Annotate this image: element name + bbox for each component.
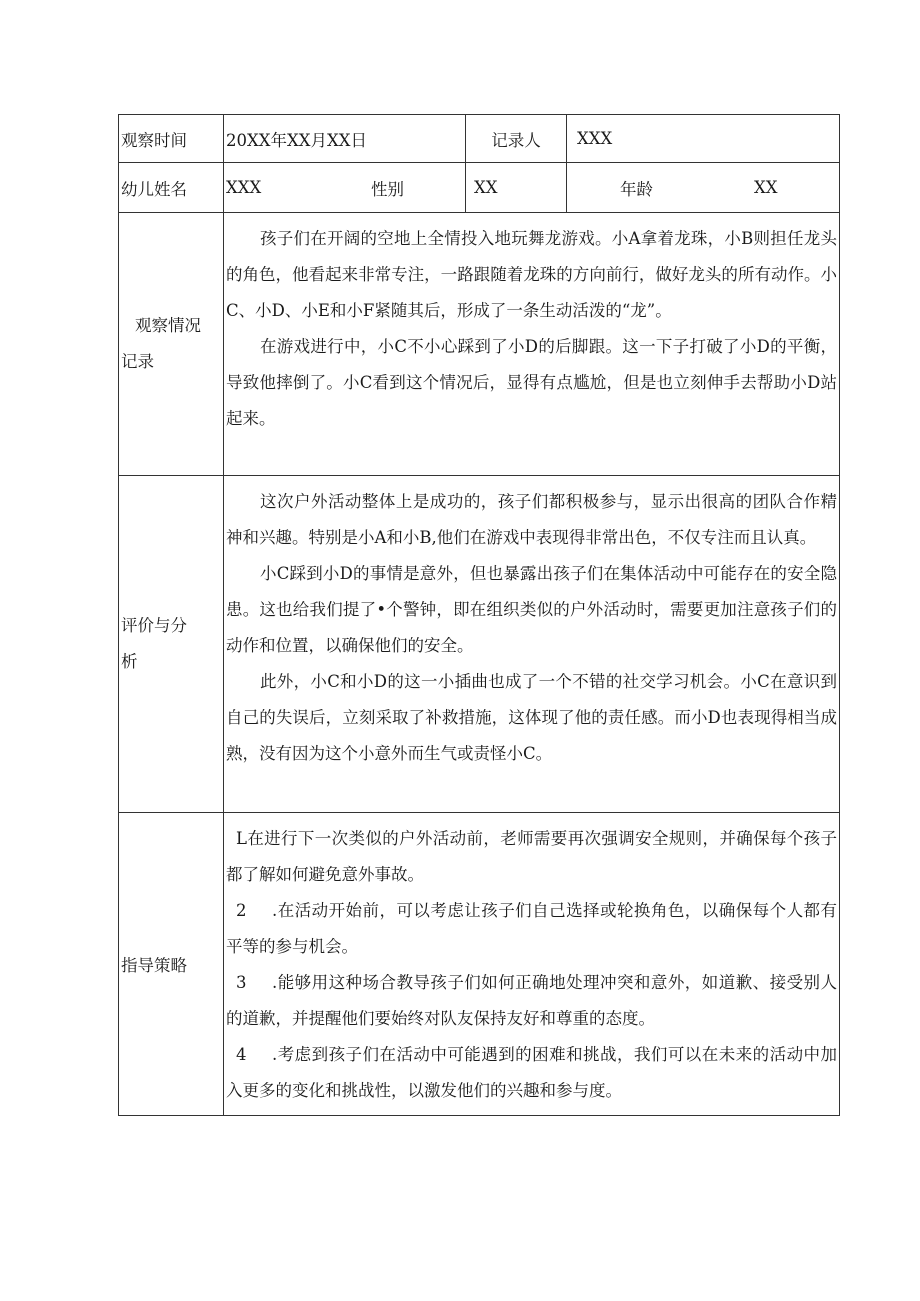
- strategy-item-number: 3: [236, 973, 247, 992]
- strategy-item-text: 在进行下一次类似的户外活动前，老师需要再次强调安全规则，并确保每个孩子都了解如何避免意外事故。: [226, 829, 838, 884]
- time-label-cell: [119, 115, 224, 163]
- recorder-label-cell: [466, 115, 567, 163]
- recorder-value-cell: [567, 115, 840, 163]
- observation-paragraph: 在游戏进行中，小C不小心踩到了小D的后脚跟。这一下子打破了小D的平衡，导致他摔倒了。小C看到这个情况后，显得有点尴尬，但是也立刻伸手去帮助小D站起来。: [226, 337, 838, 428]
- analysis-label-line2: 析: [121, 652, 138, 671]
- strategy-item: [226, 821, 837, 893]
- observation-label-cell: [119, 213, 224, 476]
- name-label: 幼儿姓名: [121, 179, 187, 199]
- recorder-label: 记录人: [491, 130, 541, 150]
- observation-label-line1: 观察情况: [135, 316, 201, 335]
- observation-paragraph: 孩子们在开阔的空地上全情投入地玩舞龙游戏。小A拿着龙珠，小B则担任龙头的角色，他看起来非常专注，一路跟随着龙珠的方向前行，做好龙头的所有动作。小C、小D、小E和小F紧随其后，形成了一条生动活泼的“龙”。: [226, 229, 838, 320]
- time-label: 观察时间: [121, 130, 187, 150]
- observation-record-table: [118, 114, 840, 1116]
- analysis-paragraph: 小C踩到小D的事情是意外，但也暴露出孩子们在集体活动中可能存在的安全隐患。这也给我们提了•个警钟，即在组织类似的户外活动时，需要更加注意孩子们的动作和位置，以确保他们的安全。: [226, 564, 838, 655]
- strategy-content: [224, 813, 840, 1116]
- strategy-item: [226, 965, 837, 1037]
- strategy-item-number: L: [236, 829, 247, 848]
- name-label-cell: [119, 163, 224, 213]
- analysis-paragraph: 此外，小C和小D的这一小插曲也成了一个不错的社交学习机会。小C在意识到自己的失误后，立刻采取了补救措施，这体现了他的责任感。而小D也表现得相当成熟，没有因为这个小意外而生气或责怪小C。: [226, 672, 838, 763]
- strategy-label-cell: [119, 813, 224, 1116]
- gender-value-cell: [466, 163, 567, 213]
- analysis-paragraph: 这次户外活动整体上是成功的，孩子们都积极参与，显示出很高的团队合作精神和兴趣。特别是小A和小B,他们在游戏中表现得非常出色，不仅专注而且认真。: [226, 492, 838, 547]
- observation-content: [224, 213, 840, 476]
- strategy-item: [226, 1037, 837, 1109]
- strategy-label: 指导策略: [121, 956, 187, 975]
- recorder-value: XXX: [577, 129, 613, 148]
- strategy-item-number: 2: [236, 901, 247, 920]
- gender-value: XX: [474, 178, 498, 197]
- age-label: 年龄: [620, 179, 654, 199]
- analysis-row: [119, 476, 840, 813]
- analysis-label-line1: 评价与分: [121, 616, 187, 635]
- time-value: 20XX年XX月XX日: [226, 130, 367, 150]
- name-value: XXX: [226, 178, 262, 197]
- strategy-item: [226, 893, 837, 965]
- analysis-content: [224, 476, 840, 813]
- time-value-cell: [224, 115, 466, 163]
- strategy-item-number: 4: [236, 1045, 247, 1064]
- age-cell: [567, 163, 840, 213]
- child-info-row: [119, 163, 840, 213]
- strategy-item-text: .考虑到孩子们在活动中可能遇到的困难和挑战，我们可以在未来的活动中加入更多的变化和挑战性，以激发他们的兴趣和参与度。: [226, 1045, 838, 1100]
- strategy-item-text: .在活动开始前，可以考虑让孩子们自己选择或轮换角色，以确保每个人都有平等的参与机会。: [226, 901, 838, 956]
- header-row: [119, 115, 840, 163]
- strategy-item-text: .能够用这种场合教导孩子们如何正确地处理冲突和意外，如道歉、接受别人的道歉，并提醒他们要始终对队友保持友好和尊重的态度。: [226, 973, 838, 1028]
- name-gender-cell: [224, 163, 466, 213]
- age-value: XX: [754, 178, 778, 197]
- gender-label: 性别: [371, 179, 404, 199]
- strategy-row: [119, 813, 840, 1116]
- analysis-label-cell: [119, 476, 224, 813]
- observation-label-line2: 记录: [121, 352, 154, 371]
- observation-row: [119, 213, 840, 476]
